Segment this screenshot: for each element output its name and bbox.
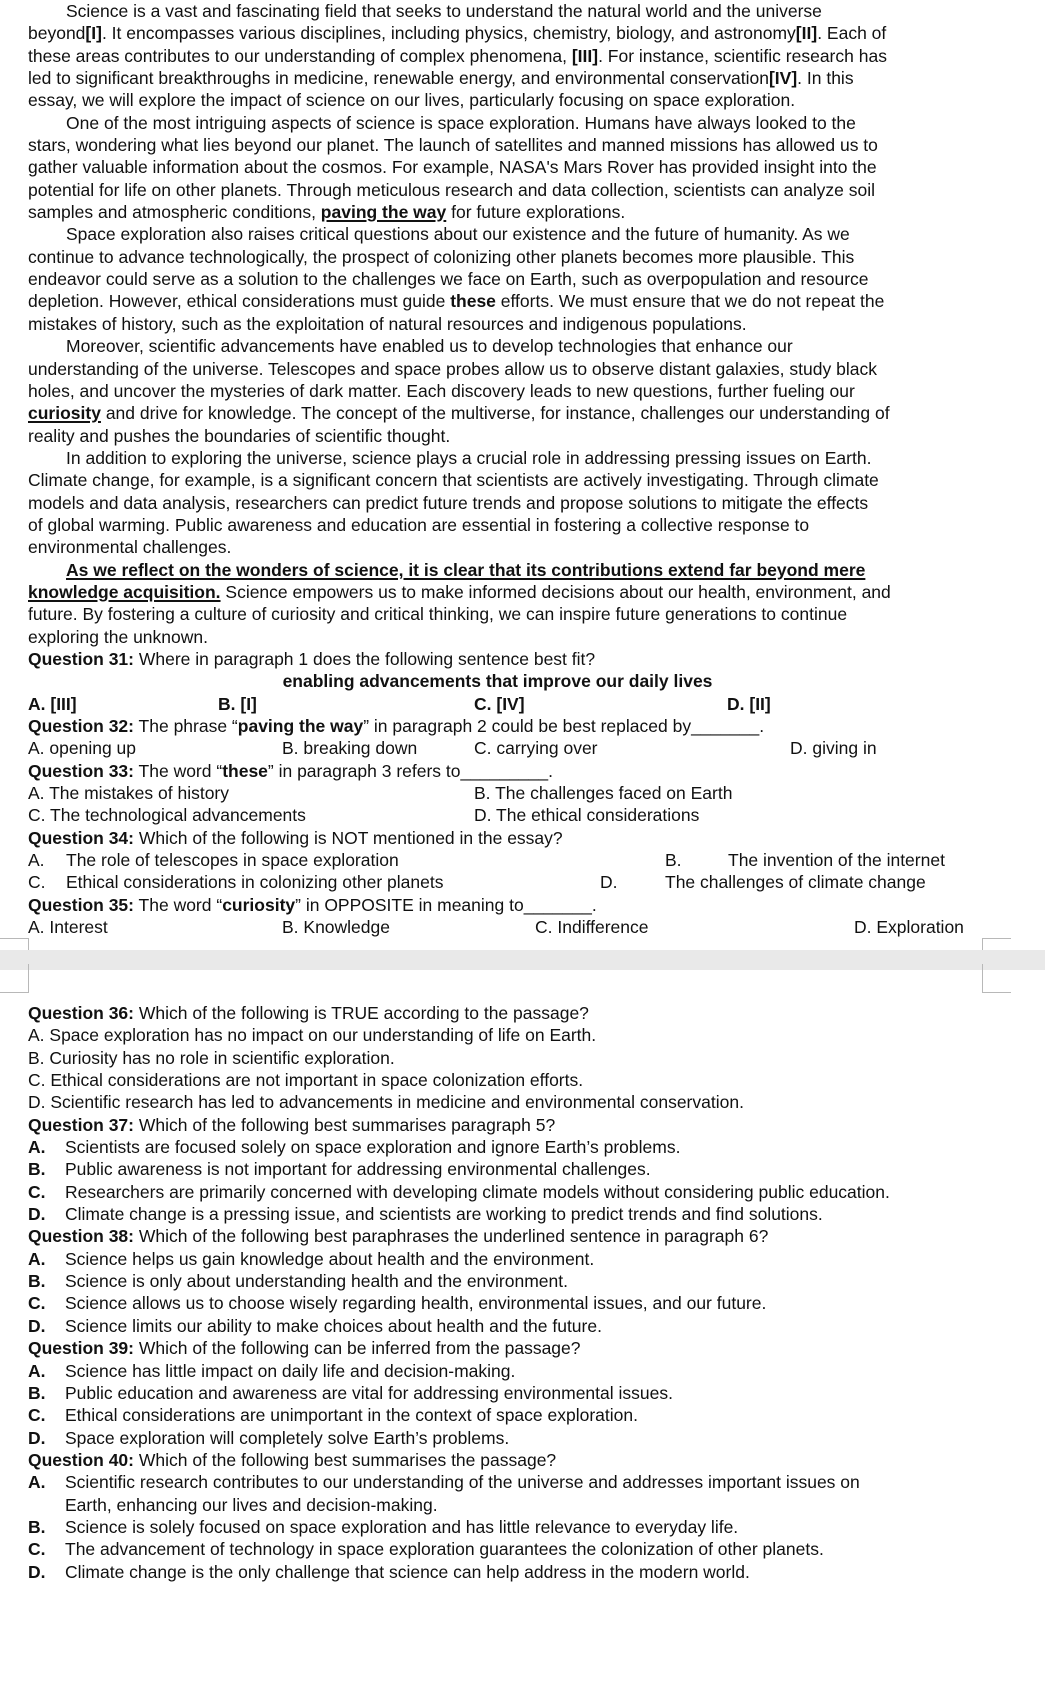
option-c[interactable]: C. [IV] (474, 693, 525, 714)
option-b[interactable]: B. Curiosity has no role in scientific exploration. (28, 1047, 395, 1068)
option-c[interactable]: C. Indifference (535, 917, 649, 938)
text: holes, and uncover the mysteries of dark matter. Each discovery leads to new questions, further fueling our (28, 380, 855, 401)
option-a[interactable]: A. opening up (28, 738, 137, 759)
option-d[interactable]: D. The ethical considerations (474, 805, 700, 826)
option-text: Scientific research contributes to our understanding of the universe and addresses important issues on (65, 1472, 860, 1493)
option-a[interactable]: The role of telescopes in space exploration (66, 850, 399, 871)
underlined-sentence: As we reflect on the wonders of science, it is clear that its contributions extend far beyond mere (66, 559, 866, 580)
option-text: Science is solely focused on space exploration and has little relevance to everyday life. (65, 1516, 739, 1537)
text: reality and pushes the boundaries of scientific thought. (28, 425, 451, 446)
option-b[interactable] (28, 1270, 1027, 1292)
option-text: Scientists are focused solely on space exploration and ignore Earth’s problems. (65, 1137, 681, 1158)
question-33 (28, 760, 1027, 827)
question-text: Which of the following best summarises paragraph 5? (134, 1114, 556, 1135)
question-40 (28, 1449, 1027, 1583)
option-letter: B. (28, 1516, 46, 1537)
question-label: Question 31: (28, 648, 134, 669)
option-d[interactable] (28, 1561, 1027, 1583)
option-letter: A. (28, 1360, 46, 1381)
question-text: Which of the following is TRUE according to the passage? (134, 1003, 589, 1023)
question-text: ” in paragraph 2 could be best replaced by_______. (363, 716, 765, 736)
option-a[interactable]: A. Space exploration has no impact on our understanding of life on Earth. (28, 1025, 597, 1046)
page-corner-marker (982, 964, 1011, 993)
text: Climate change, for example, is a significant concern that scientists are actively investigating. Through climate (28, 470, 879, 491)
option-letter: D. (28, 1561, 46, 1582)
option-d-letter: D. (600, 872, 618, 893)
option-letter: D. (28, 1204, 46, 1225)
question-text: Which of the following is NOT mentioned in the essay? (134, 827, 563, 848)
question-text: The word “ (134, 760, 223, 781)
option-b-letter: B. (665, 850, 682, 871)
page-2 (0, 970, 1045, 1686)
option-b[interactable] (28, 1158, 1027, 1180)
option-d[interactable]: D. giving in (790, 738, 877, 759)
option-text: Science limits our ability to make choices about health and the future. (65, 1315, 602, 1336)
option-a[interactable]: A. Interest (28, 917, 108, 938)
text: led to significant breakthroughs in medicine, renewable energy, and environmental conservation (28, 68, 769, 89)
passage-paragraph-5 (28, 447, 1027, 559)
option-text: Public education and awareness are vital for addressing environmental issues. (65, 1382, 673, 1403)
question-text: Which of the following best summarises the passage? (134, 1449, 557, 1470)
question-label: Question 32: (28, 716, 134, 736)
option-letter: D. (28, 1427, 46, 1448)
option-text: Ethical considerations are unimportant in the context of space exploration. (65, 1405, 638, 1426)
option-letter: D. (28, 1315, 46, 1336)
text: Science empowers us to make informed decisions about our health, environment, and (220, 581, 891, 602)
text: essay, we will explore the impact of science on our lives, particularly focusing on space exploration. (28, 90, 796, 111)
option-b[interactable]: The invention of the internet (728, 850, 945, 871)
question-text: Which of the following best paraphrases the underlined sentence in paragraph 6? (134, 1226, 769, 1247)
option-d[interactable]: D. [II] (727, 693, 771, 714)
option-letter: B. (28, 1382, 46, 1403)
option-letter: B. (28, 1159, 46, 1180)
text: Science is a vast and fascinating field that seeks to understand the natural world and the universe (66, 1, 822, 21)
option-c[interactable] (28, 1404, 1027, 1426)
text: models and data analysis, researchers can predict future trends and propose solutions to mitigate the effects (28, 492, 869, 513)
position-marker-i: [I] (85, 23, 102, 44)
question-text: ” in paragraph 3 refers to_________. (267, 760, 553, 781)
inserted-sentence: enabling advancements that improve our daily lives (282, 671, 713, 692)
option-b[interactable]: B. breaking down (282, 738, 418, 759)
position-marker-ii: [II] (795, 23, 818, 44)
underlined-word: curiosity (28, 403, 101, 424)
underlined-sentence: knowledge acquisition. (28, 581, 221, 602)
text: . Each of (817, 23, 887, 44)
question-text: The phrase “ (134, 716, 238, 736)
option-letter: C. (28, 1181, 46, 1202)
question-label: Question 33: (28, 760, 134, 781)
page-corner-marker (0, 964, 29, 993)
question-label: Question 36: (28, 1003, 134, 1023)
question-text: Where in paragraph 1 does the following sentence best fit? (134, 648, 596, 669)
underlined-phrase: paving the way (320, 202, 447, 223)
text: One of the most intriguing aspects of science is space exploration. Humans have always looked to the (66, 112, 856, 133)
question-label: Question 38: (28, 1226, 134, 1247)
text: samples and atmospheric conditions, (28, 202, 321, 223)
option-a[interactable]: A. [III] (28, 693, 77, 714)
question-label: Question 37: (28, 1114, 134, 1135)
question-38 (28, 1225, 1027, 1337)
option-text: Climate change is the only challenge that science can help address in the modern world. (65, 1561, 750, 1582)
text: future. By fostering a culture of curiosity and critical thinking, we can inspire future generations to continue (28, 604, 848, 625)
option-letter: A. (28, 1137, 46, 1158)
option-d[interactable] (28, 1315, 1027, 1337)
text: endeavor could serve as a solution to the challenges we face on Earth, such as overpopulation and resource (28, 269, 869, 290)
text: these areas contributes to our understanding of complex phenomena, (28, 45, 572, 66)
option-c[interactable] (28, 1292, 1027, 1314)
passage-paragraph-6 (28, 559, 1027, 648)
text: depletion. However, ethical considerations must guide (28, 291, 451, 312)
question-label: Question 35: (28, 894, 134, 915)
passage-paragraph-3 (28, 223, 1027, 335)
option-c[interactable]: Ethical considerations in colonizing other planets (66, 872, 444, 893)
question-text: ” in OPPOSITE in meaning to_______. (295, 894, 597, 915)
question-37 (28, 1114, 1027, 1226)
option-c[interactable]: C. carrying over (474, 738, 598, 759)
option-a[interactable]: A. The mistakes of history (28, 783, 230, 804)
option-text: Climate change is a pressing issue, and scientists are working to predict trends and find solutions. (65, 1204, 823, 1225)
text: In addition to exploring the universe, science plays a crucial role in addressing pressing issues on Earth. (66, 447, 872, 468)
question-34 (28, 827, 1027, 894)
option-a[interactable] (28, 1248, 1027, 1270)
option-b[interactable] (28, 1382, 1027, 1404)
option-c[interactable] (28, 1538, 1027, 1560)
option-text: Space exploration will completely solve Earth’s problems. (65, 1427, 510, 1448)
option-text: Science helps us gain knowledge about health and the environment. (65, 1248, 595, 1269)
option-d[interactable] (28, 1203, 1027, 1225)
option-letter: C. (28, 1293, 46, 1314)
option-text: Public awareness is not important for addressing environmental challenges. (65, 1159, 651, 1180)
option-b[interactable]: B. [I] (218, 693, 257, 714)
text: of global warming. Public awareness and education are essential in fostering a collective response to (28, 514, 810, 535)
position-marker-iv: [IV] (768, 68, 798, 89)
option-a[interactable] (28, 1136, 1027, 1158)
text: . It encompasses various disciplines, including physics, chemistry, biology, and astronomy (101, 23, 796, 44)
question-31 (28, 648, 1027, 715)
passage-paragraph-4 (28, 335, 1027, 447)
text: for future explorations. (446, 202, 626, 223)
option-letter: A. (28, 1472, 46, 1493)
keyword: these (222, 760, 268, 781)
question-text: Which of the following can be inferred from the passage? (134, 1338, 581, 1359)
text: beyond (28, 23, 86, 44)
keyword: curiosity (222, 894, 296, 915)
option-c[interactable]: C. Ethical considerations are not important in space colonization efforts. (28, 1070, 584, 1091)
option-d[interactable] (28, 1427, 1027, 1449)
option-letter: B. (28, 1271, 46, 1292)
option-c[interactable]: C. The technological advancements (28, 805, 306, 826)
text: exploring the unknown. (28, 626, 208, 647)
text: stars, wondering what lies beyond our planet. The launch of satellites and manned missions has allowed us to (28, 135, 878, 156)
text: . For instance, scientific research has (598, 45, 887, 66)
option-text: Science is only about understanding health and the environment. (65, 1271, 568, 1292)
text: gather valuable information about the cosmos. For example, NASA's Mars Rover has provided insight into the (28, 157, 877, 178)
page-1-content (28, 0, 1027, 938)
text: continue to advance technologically, the prospect of colonizing other planets becomes more plausible. This (28, 246, 855, 267)
option-letter: A. (28, 1248, 46, 1269)
text: efforts. We must ensure that we do not repeat the (495, 291, 885, 312)
position-marker-iii: [III] (571, 45, 599, 66)
bold-word: these (450, 291, 496, 312)
text: . In this (797, 68, 854, 89)
option-a[interactable] (28, 1360, 1027, 1382)
passage-paragraph-2 (28, 112, 1027, 224)
question-35 (28, 894, 1027, 939)
option-c-letter: C. (28, 872, 46, 893)
option-b[interactable]: B. Knowledge (282, 917, 390, 938)
question-label: Question 34: (28, 827, 134, 848)
text: and drive for knowledge. The concept of the multiverse, for instance, challenges our understanding of (100, 403, 890, 424)
option-d[interactable]: D. Scientific research has led to advancements in medicine and environmental conservation. (28, 1092, 744, 1113)
option-text: Science has little impact on daily life and decision-making. (65, 1360, 516, 1381)
question-text: The word “ (134, 894, 223, 915)
option-a-letter: A. (28, 850, 45, 871)
option-b[interactable] (28, 1516, 1027, 1538)
option-text: Science allows us to choose wisely regarding health, environmental issues, and our future. (65, 1293, 767, 1314)
text: Moreover, scientific advancements have enabled us to develop technologies that enhance our (66, 336, 793, 357)
question-39 (28, 1337, 1027, 1449)
passage-paragraph-1 (28, 0, 1027, 112)
option-d[interactable]: D. Exploration (854, 917, 964, 938)
keyword: paving the way (237, 716, 364, 736)
option-text: Earth, enhancing our lives and decision-making. (65, 1494, 438, 1515)
question-label: Question 39: (28, 1338, 134, 1359)
question-36 (28, 1002, 1027, 1114)
text: understanding of the universe. Telescopes and space probes allow us to observe distant galaxies, study black (28, 358, 877, 379)
question-32 (28, 715, 1027, 760)
option-c[interactable] (28, 1181, 1027, 1203)
option-b[interactable]: B. The challenges faced on Earth (474, 783, 733, 804)
option-letter: C. (28, 1539, 46, 1560)
option-text: The advancement of technology in space exploration guarantees the colonization of other planets. (65, 1539, 824, 1560)
question-label: Question 40: (28, 1449, 134, 1470)
option-d[interactable]: The challenges of climate change (665, 872, 926, 893)
option-text: Researchers are primarily concerned with developing climate models without considering public education. (65, 1181, 890, 1202)
text: mistakes of history, such as the exploitation of natural resources and indigenous populations. (28, 313, 747, 334)
text: potential for life on other planets. Through meticulous research and data collection, scientists can analyze soil (28, 179, 875, 200)
option-letter: C. (28, 1405, 46, 1426)
text: Space exploration also raises critical questions about our existence and the future of humanity. As we (66, 224, 850, 245)
page-separator (0, 950, 1045, 970)
page-2-content (28, 1002, 1027, 1583)
option-a[interactable] (28, 1471, 1027, 1516)
text: environmental challenges. (28, 537, 232, 558)
